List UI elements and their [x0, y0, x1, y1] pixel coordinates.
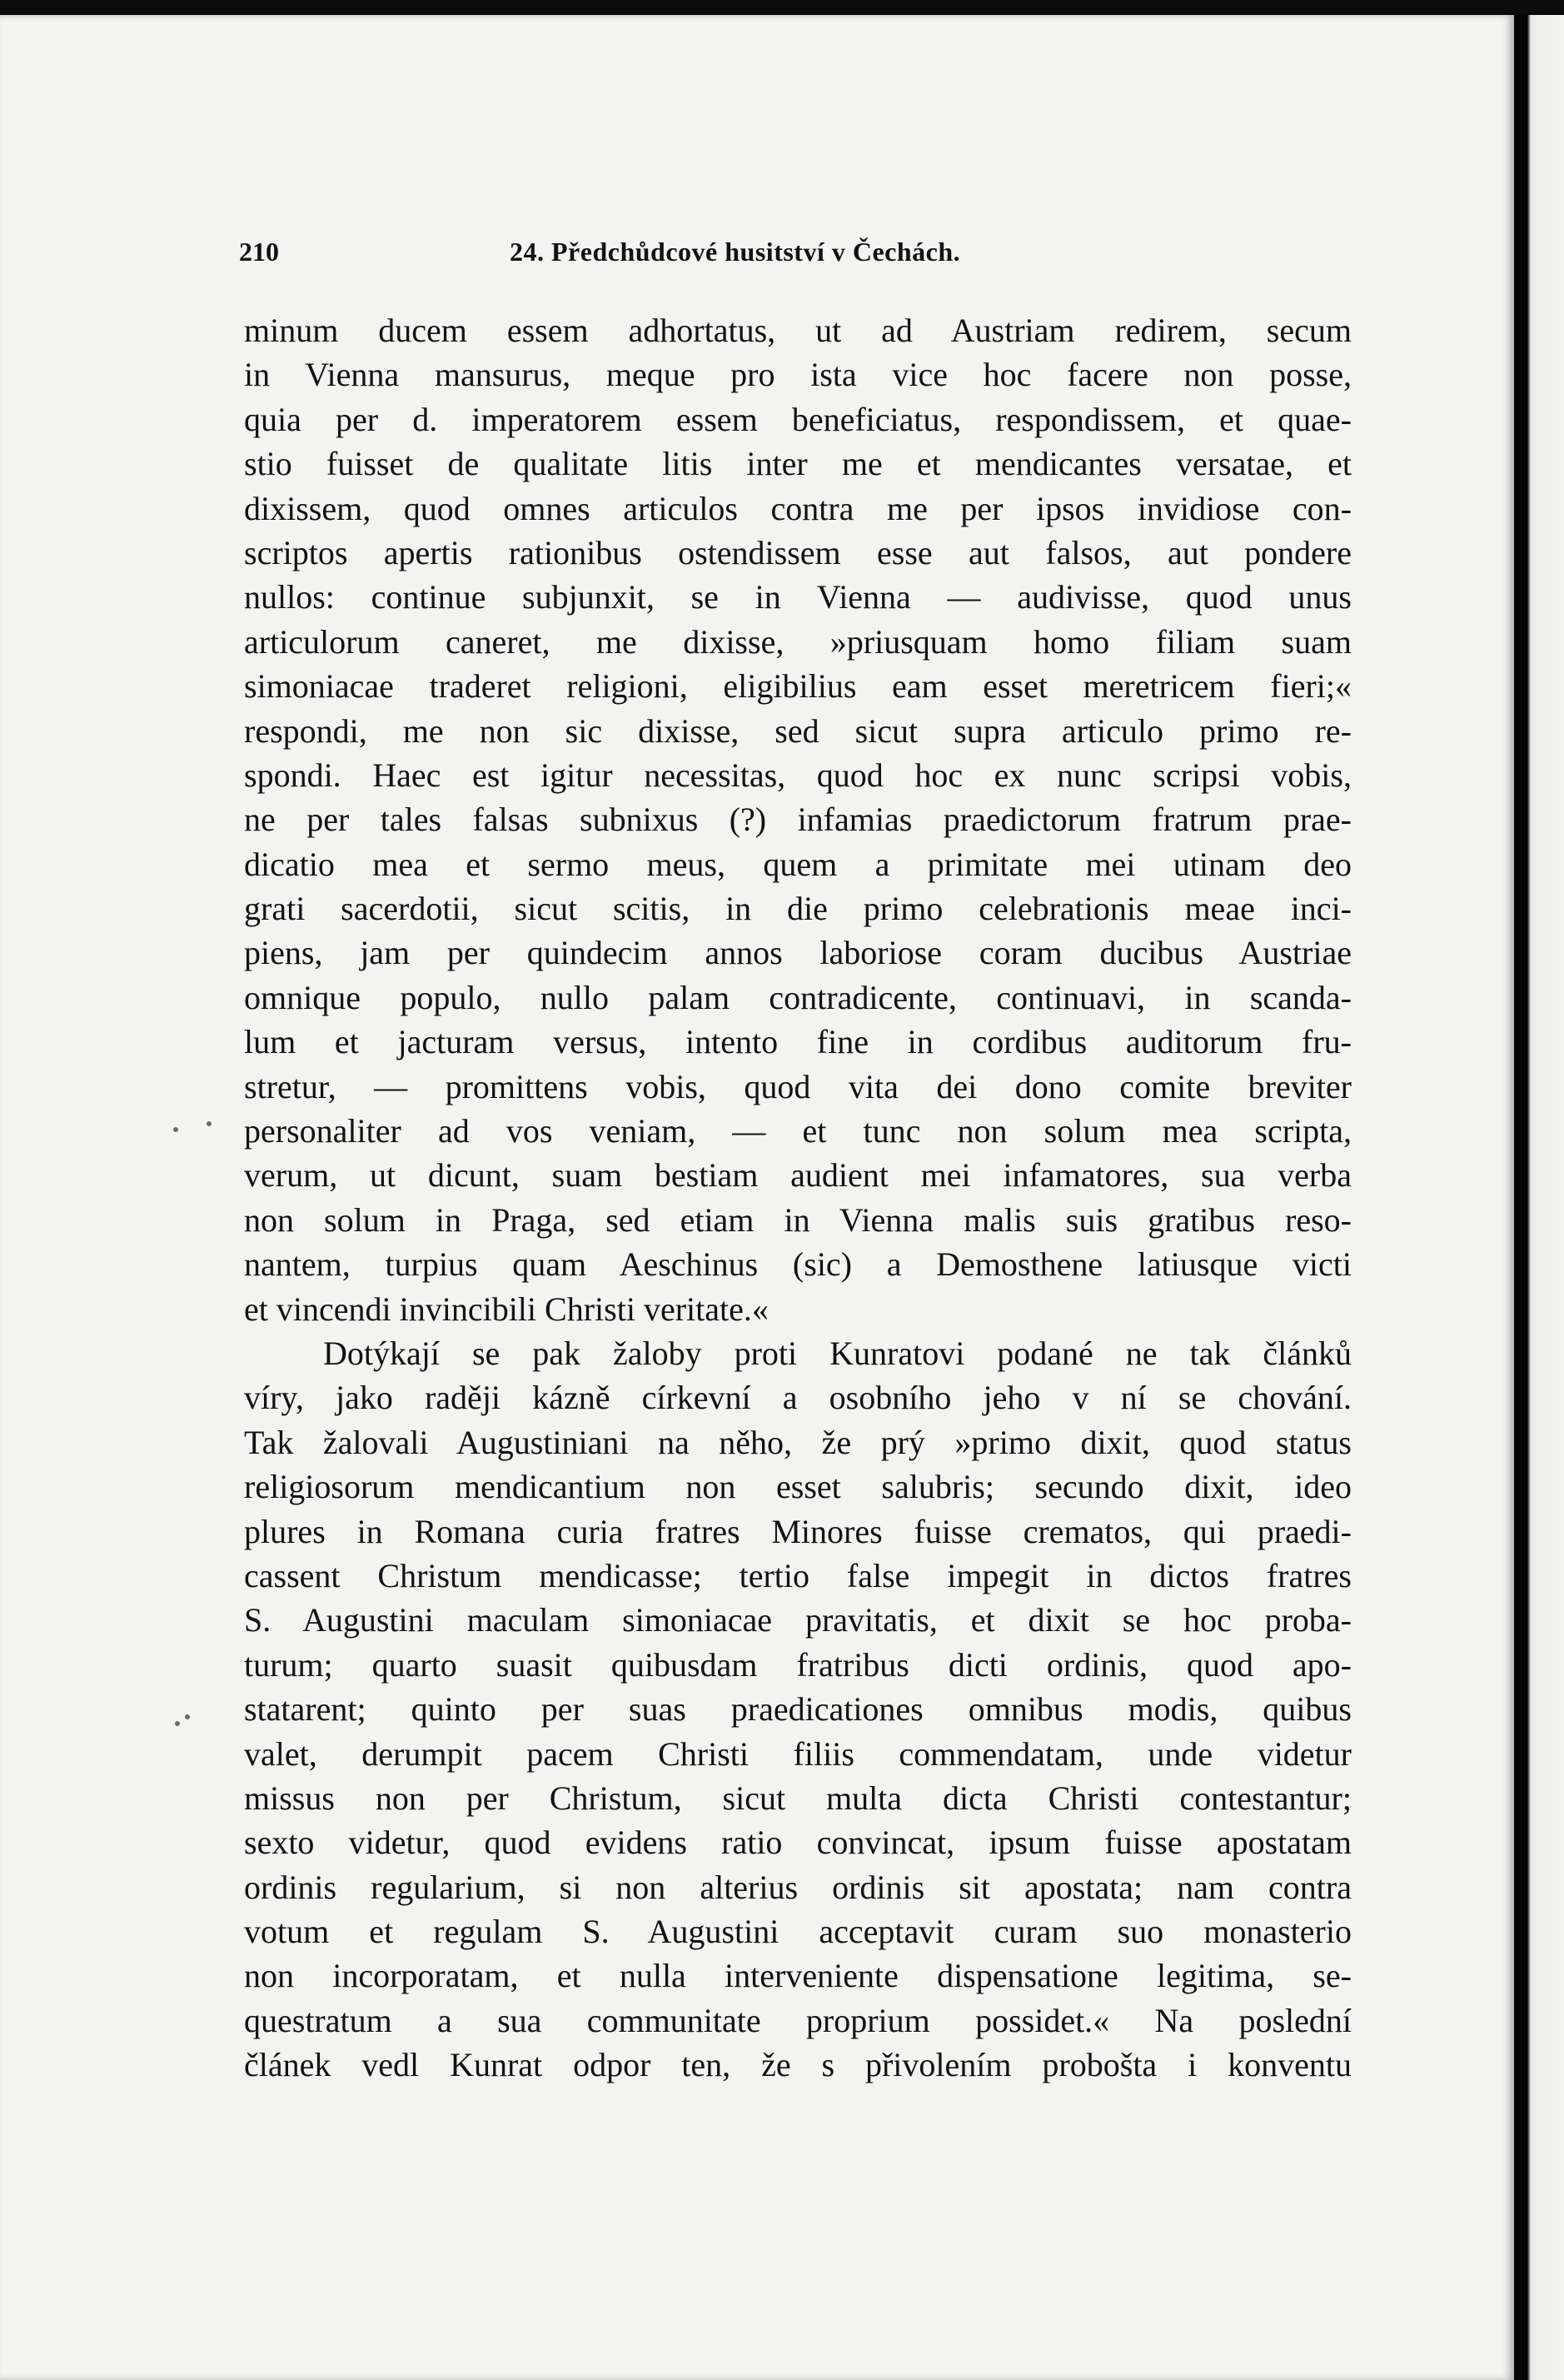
text-line: sexto videtur, quod evidens ratio convincat, ipsum fuisse apostatam: [244, 1824, 1352, 1862]
text-line: votum et regulam S. Augustini acceptavit curam suo monasterio: [244, 1913, 1352, 1951]
body-text: [244, 308, 1352, 2088]
text-line: víry, jako raději kázně církevní a osobního jeho v ní se chování.: [244, 1379, 1352, 1417]
text-line: stio fuisset de qualitate litis inter me et mendicantes versatae, et: [244, 445, 1352, 483]
text-line: in Vienna mansurus, meque pro ista vice hoc facere non posse,: [244, 356, 1352, 394]
text-line: omnique populo, nullo palam contradicente, continuavi, in scanda-: [244, 978, 1352, 1016]
text-line: nantem, turpius quam Aeschinus (sic) a Demosthene latiusque victi: [244, 1245, 1352, 1284]
next-page-edge: [1514, 15, 1564, 2380]
text-line: ordinis regularium, si non alterius ordinis sit apostata; nam contra: [244, 1868, 1352, 1906]
text-line: piens, jam per quindecim annos laboriose coram ducibus Austriae: [244, 934, 1352, 972]
text-line: valet, derumpit pacem Christi filiis commendatam, unde videtur: [244, 1734, 1352, 1773]
running-title: 24. Předchůdcové husitství v Čechách.: [510, 237, 961, 267]
text-line: verum, ut dicunt, suam bestiam audient mei infamatores, sua verba: [244, 1156, 1352, 1195]
text-line: missus non per Christum, sicut multa dicta Christi contestantur;: [244, 1779, 1352, 1817]
text-line: ne per tales falsas subnixus (?) infamias praedictorum fratrum prae-: [244, 801, 1352, 839]
text-line: plures in Romana curia fratres Minores fuisse crematos, qui praedi-: [244, 1512, 1352, 1550]
text-line: dixissem, quod omnes articulos contra me per ipsos invidiose con-: [244, 489, 1352, 527]
text-line: questratum a sua communitate proprium possidet.« Na poslední: [244, 2001, 1352, 2039]
text-line: non solum in Praga, sed etiam in Vienna malis suis gratibus reso-: [244, 1200, 1352, 1239]
text-line: religiosorum mendicantium non esset salubris; secundo dixit, ideo: [244, 1468, 1352, 1506]
text-line: nullos: continue subjunxit, se in Vienna — audivisse, quod unus: [244, 578, 1352, 616]
text-line: simoniacae traderet religioni, eligibilius eam esset meretricem fieri;«: [244, 667, 1352, 706]
text-line: stretur, — promittens vobis, quod vita dei dono comite breviter: [244, 1067, 1352, 1105]
ink-speck: [173, 1127, 178, 1132]
ink-speck: [175, 1721, 180, 1726]
text-line: cassent Christum mendicasse; tertio false impegit in dictos fratres: [244, 1556, 1352, 1594]
text-line: Dotýkají se pak žaloby proti Kunratovi podané ne tak článků: [323, 1334, 1352, 1372]
text-line: et vincendi invincibili Christi veritate.«: [244, 1290, 769, 1328]
text-line: S. Augustini maculam simoniacae pravitatis, et dixit se hoc proba-: [244, 1601, 1352, 1639]
text-line: statarent; quinto per suas praedicationes omnibus modis, quibus: [244, 1690, 1352, 1729]
text-line: non incorporatam, et nulla interveniente dispensatione legitima, se-: [244, 1957, 1352, 1995]
text-line: spondi. Haec est igitur necessitas, quod hoc ex nunc scripsi vobis,: [244, 756, 1352, 794]
text-line: articulorum caneret, me dixisse, »priusquam homo filiam suam: [244, 622, 1352, 661]
page-number: 210: [239, 237, 279, 267]
text-line: dicatio mea et sermo meus, quem a primitate mei utinam deo: [244, 845, 1352, 883]
ink-speck: [207, 1121, 212, 1126]
paragraph: [244, 1331, 1352, 2088]
text-line: minum ducem essem adhortatus, ut ad Austriam redirem, secum: [244, 312, 1352, 349]
book-page: [0, 15, 1514, 2380]
text-line: scriptos apertis rationibus ostendissem esse aut falsos, aut pondere: [244, 533, 1352, 571]
text-line: Tak žalovali Augustiniani na něho, že prý »primo dixit, quod status: [244, 1423, 1352, 1461]
text-line: respondi, me non sic dixisse, sed sicut supra articulo primo re-: [244, 711, 1352, 750]
text-line: článek vedl Kunrat odpor ten, že s přivolením probošta i konventu: [244, 2046, 1352, 2084]
page-header: [239, 237, 1355, 277]
text-line: quia per d. imperatorem essem beneficiatus, respondissem, et quae-: [244, 400, 1352, 438]
text-line: personaliter ad vos veniam, — et tunc non solum mea scripta,: [244, 1112, 1352, 1150]
ink-speck: [185, 1714, 190, 1719]
text-line: grati sacerdotii, sicut scitis, in die primo celebrationis meae inci-: [244, 890, 1352, 928]
text-line: turum; quarto suasit quibusdam fratribus dicti ordinis, quod apo-: [244, 1645, 1352, 1684]
text-line: lum et jacturam versus, intento fine in cordibus auditorum fru-: [244, 1023, 1352, 1061]
paragraph: [244, 308, 1352, 1331]
